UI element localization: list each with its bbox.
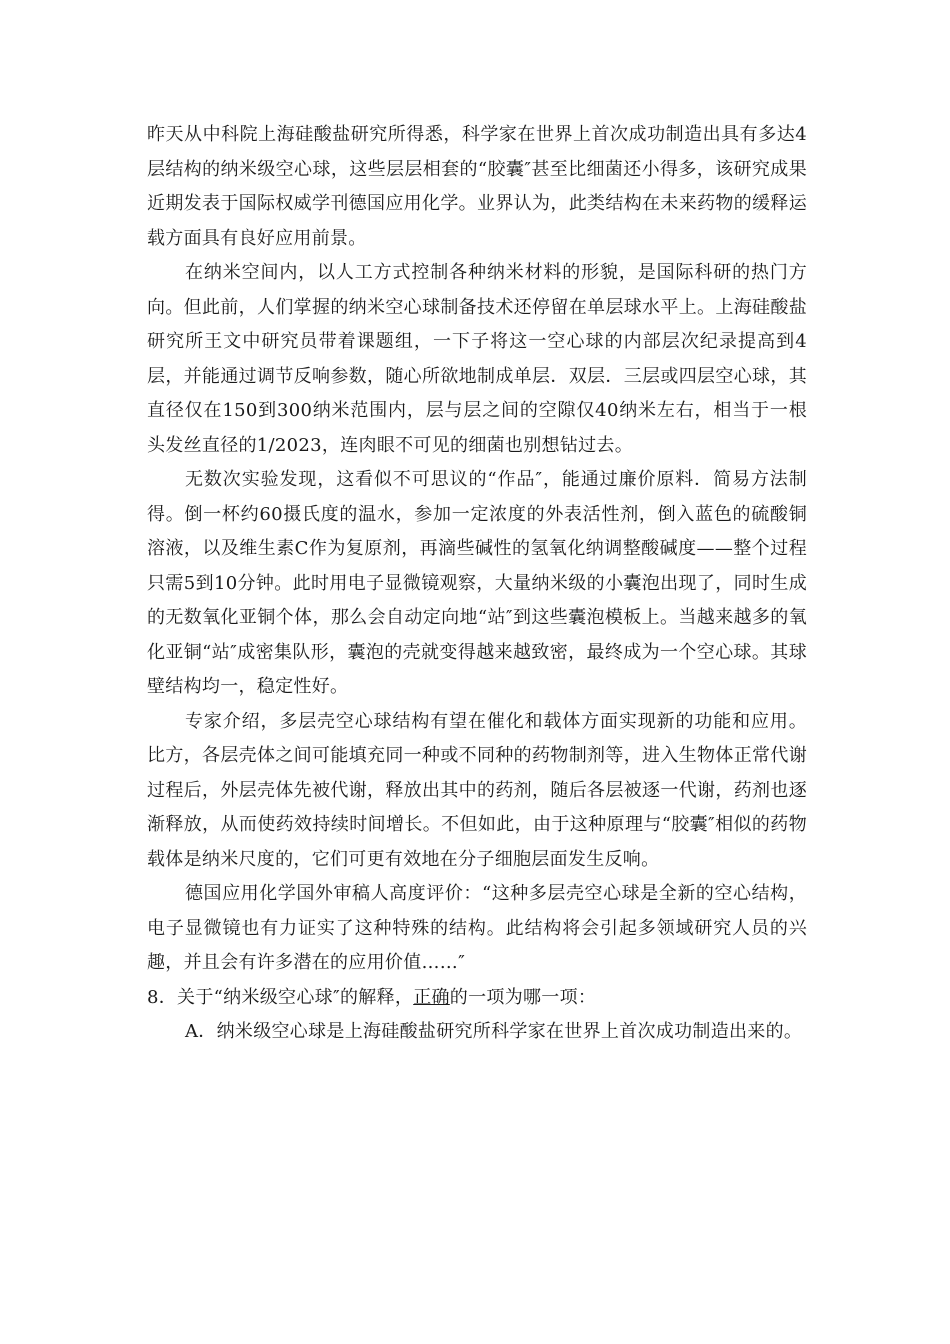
question-suffix: 的一项为哪一项： — [449, 986, 597, 1008]
paragraph-5: 德国应用化学国外审稿人高度评价：“这种多层壳空心球是全新的空心结构，电子显微镜也有力证实了这种特殊的结构。此结构将会引起多领域研究人员的兴趣，并且会有许多潜在的应用价值……″ — [147, 883, 807, 973]
option-a: A．纳米级空心球是上海硅酸盐研究所科学家在世界上首次成功制造出来的。 — [185, 1021, 803, 1042]
paragraph-4: 专家介绍，多层壳空心球结构有望在催化和载体方面实现新的功能和应用。比方，各层壳体之间可能填充同一种或不同种的药物制剂等，进入生物体正常代谢过程后，外层壳体先被代谢，释放出其中的药剂，随后各层被逐一代谢，药剂也逐渐释放，从而使药效持续时间增长。不但如此，由于这种原理与“胶囊″相似的药物载体是纳米尺度的，它们可更有效地在分子细胞层面发生反响。 — [147, 710, 807, 870]
paragraph-1: 昨天从中科院上海硅酸盐研究所得悉，科学家在世界上首次成功制造出具有多达4层结构的纳米级空心球，这些层层相套的“胶囊″甚至比细菌还小得多，该研究成果近期发表于国际权威学刊德国应用化学。业界认为，此类结构在未来药物的缓释运载方面具有良好应用前景。 — [147, 124, 807, 249]
question-emphasis: 正确 — [413, 986, 450, 1008]
paragraph-3: 无数次实验发现，这看似不可思议的“作品″，能通过廉价原料．简易方法制得。倒一杯约60摄氏度的温水，参加一定浓度的外表活性剂，倒入蓝色的硫酸铜溶液，以及维生素C作为复原剂，再滴些碱性的氢氧化纳调整酸碱度——整个过程只需5到10分钟。此时用电子显微镜观察，大量纳米级的小囊泡出现了，同时生成的无数氧化亚铜个体，那么会自动定向地“站″到这些囊泡模板上。当越来越多的氧化亚铜“站″成密集队形，囊泡的壳就变得越来越致密，最终成为一个空心球。其球壁结构均一，稳定性好。 — [147, 469, 807, 697]
question-8 — [147, 981, 807, 1016]
paragraph-2: 在纳米空间内，以人工方式控制各种纳米材料的形貌，是国际科研的热门方向。但此前，人们掌握的纳米空心球制备技术还停留在单层球水平上。上海硅酸盐研究所王文中研究员带着课题组，一下子将这一空心球的内部层次纪录提高到4层，并能通过调节反响参数，随心所欲地制成单层．双层．三层或四层空心球，其直径仅在150到300纳米范围内，层与层之间的空隙仅40纳米左右，相当于一根头发丝直径的1/2023，连肉眼不可见的细菌也别想钻过去。 — [147, 262, 807, 456]
question-prefix: 8．关于“纳米级空心球″的解释， — [147, 986, 414, 1008]
document-body — [147, 118, 807, 1050]
